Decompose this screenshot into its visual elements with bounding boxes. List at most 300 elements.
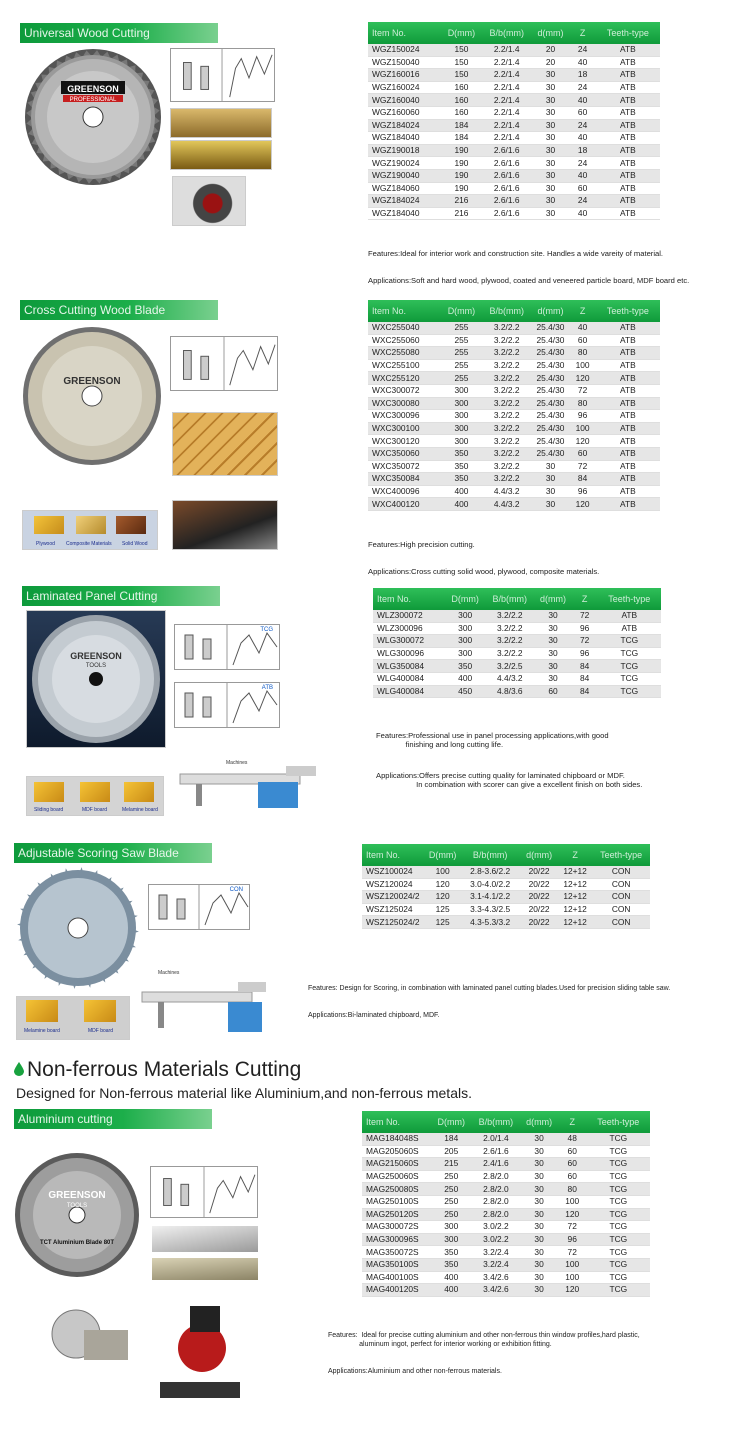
table-cell: 2.8/2.0 xyxy=(471,1208,520,1221)
table-cell: TCG xyxy=(587,1233,650,1246)
heading-subtitle: Designed for Non-ferrous material like Aluminium,and non-ferrous metals. xyxy=(16,1085,472,1101)
saw-blade-image-laminated xyxy=(30,613,162,745)
col-header: Z xyxy=(569,22,595,44)
table-cell: WLG400084 xyxy=(373,685,445,698)
table-cell: WGZ184024 xyxy=(368,195,441,208)
notes-scoring xyxy=(308,966,670,1029)
table-cell: ATB xyxy=(596,94,660,107)
table-cell: 12+12 xyxy=(558,916,593,929)
notes-aluminium xyxy=(328,1313,640,1385)
table-cell: 2.6/1.6 xyxy=(482,195,532,208)
table-cell: WGZ190040 xyxy=(368,169,441,182)
table-row xyxy=(373,622,661,635)
table-cell: 2.4/1.6 xyxy=(471,1158,520,1171)
table-cell: 3.0-4.0/2.2 xyxy=(460,878,520,891)
table-cell: 25.4/30 xyxy=(532,410,570,423)
table-row xyxy=(362,1258,650,1271)
table-row xyxy=(368,132,660,145)
table-cell: ATB xyxy=(596,397,660,410)
table-cell: 24 xyxy=(569,44,595,56)
table-row xyxy=(368,157,660,170)
table-cell: TCG xyxy=(587,1221,650,1234)
table-row xyxy=(368,94,660,107)
table-cell: 30 xyxy=(520,1145,557,1158)
table-cell: ATB xyxy=(596,435,660,448)
table-cell: 4.4/3.2 xyxy=(482,498,532,511)
table-row xyxy=(368,347,660,360)
table-row xyxy=(368,106,660,119)
table-cell: 160 xyxy=(441,106,482,119)
table-cell: WLG400084 xyxy=(373,672,445,685)
table-cell: WGZ184060 xyxy=(368,182,441,195)
material-icon-mdf-board xyxy=(84,1000,116,1022)
features-text: Features: Ideal for precise cutting aluminium and other non-ferrous thin window profiles,hard plastic, aluminum ingot, perfect for interior working or exhibition fitting. xyxy=(328,1332,640,1348)
table-cell: WXC400096 xyxy=(368,485,441,498)
saw-blade-image-universal xyxy=(24,48,162,186)
table-cell: WXC300100 xyxy=(368,422,441,435)
table-cell: MAG250120S xyxy=(362,1208,431,1221)
tooth-diagram-atb xyxy=(174,682,280,728)
table-cell: WXC350072 xyxy=(368,460,441,473)
table-cell: 25.4/30 xyxy=(532,422,570,435)
table-cell: 25.4/30 xyxy=(532,334,570,347)
table-cell: 300 xyxy=(441,422,482,435)
table-row xyxy=(373,635,661,648)
table-cell: TCG xyxy=(598,635,661,648)
table-cell: WXC255120 xyxy=(368,372,441,385)
table-cell: 300 xyxy=(445,622,485,635)
saw-blade-image-cross xyxy=(22,326,162,466)
table-cell: 255 xyxy=(441,347,482,360)
table-cell: WXC300072 xyxy=(368,384,441,397)
table-row xyxy=(362,1246,650,1259)
col-header: Z xyxy=(558,844,593,866)
table-row xyxy=(362,1195,650,1208)
table-cell: ATB xyxy=(596,132,660,145)
table-cell: ATB xyxy=(596,119,660,132)
miter-saw-photo xyxy=(150,1296,250,1406)
table-cell: 25.4/30 xyxy=(532,384,570,397)
table-row xyxy=(368,384,660,397)
table-cell: 4.8/3.6 xyxy=(485,685,534,698)
tooth-type-tag: TCG xyxy=(260,627,273,633)
table-row xyxy=(373,672,661,685)
table-cell: 30 xyxy=(520,1183,557,1196)
table-cell: WXC300080 xyxy=(368,397,441,410)
table-cell: 18 xyxy=(569,144,595,157)
table-cell: 215 xyxy=(431,1158,471,1171)
table-cell: 30 xyxy=(520,1271,557,1284)
table-cell: 30 xyxy=(532,473,570,486)
table-cell: 3.3-4.3/2.5 xyxy=(460,903,520,916)
table-cell: CON xyxy=(592,866,650,878)
tooth-type-tag: ATB xyxy=(261,685,273,691)
table-cell: WXC255100 xyxy=(368,359,441,372)
table-cell: WXC255060 xyxy=(368,334,441,347)
table-cell: WLG300072 xyxy=(373,635,445,648)
table-cell: 125 xyxy=(425,916,460,929)
table-row xyxy=(362,1284,650,1297)
table-cell: 60 xyxy=(569,106,595,119)
table-cell: 84 xyxy=(572,660,598,673)
table-cell: TCG xyxy=(587,1208,650,1221)
material-icon-mdf-board xyxy=(80,782,110,802)
table-cell: ATB xyxy=(598,610,661,622)
material-label: Plywood xyxy=(36,541,55,547)
tooth-diagram-tcg xyxy=(174,624,280,670)
table-cell: WSZ120024/2 xyxy=(362,891,425,904)
table-cell: WGZ160016 xyxy=(368,69,441,82)
section-title-universal-wood: Universal Wood Cutting xyxy=(20,23,218,43)
table-cell: 216 xyxy=(441,195,482,208)
table-cell: 72 xyxy=(569,384,595,397)
table-cell: WXC255080 xyxy=(368,347,441,360)
table-cell: 250 xyxy=(431,1170,471,1183)
table-cell: 255 xyxy=(441,359,482,372)
table-cell: 60 xyxy=(558,1170,587,1183)
section-title-cross-cutting: Cross Cutting Wood Blade xyxy=(20,300,218,320)
table-cell: 60 xyxy=(558,1158,587,1171)
table-cell: 300 xyxy=(445,635,485,648)
table-cell: 3.0/2.2 xyxy=(471,1233,520,1246)
col-header: d(mm) xyxy=(520,1111,557,1133)
table-row xyxy=(368,81,660,94)
table-cell: 3.2/2.2 xyxy=(482,397,532,410)
table-cell: 96 xyxy=(569,410,595,423)
table-cell: TCG xyxy=(587,1183,650,1196)
table-cell: 160 xyxy=(441,94,482,107)
table-header xyxy=(362,1111,650,1133)
table-cell: ATB xyxy=(596,207,660,220)
table-cell: 30 xyxy=(532,485,570,498)
table-cell: WSZ125024 xyxy=(362,903,425,916)
table-cell: 2.2/1.4 xyxy=(482,106,532,119)
table-cell: 2.6/1.6 xyxy=(482,157,532,170)
table-row xyxy=(368,195,660,208)
table-cell: 60 xyxy=(569,182,595,195)
applications-text: Applications:Offers precise cutting quality for laminated chipboard or MDF. In combination with scorer can give a excellent finish on both sides. xyxy=(376,771,643,789)
blade-line-text: TCT Aluminium Blade 80T xyxy=(39,1240,115,1246)
table-cell: 30 xyxy=(532,106,570,119)
notes-cross xyxy=(368,522,599,585)
table-cell: 24 xyxy=(569,157,595,170)
table-cell: 80 xyxy=(569,397,595,410)
notes-laminated xyxy=(376,713,642,798)
table-cell: 250 xyxy=(431,1208,471,1221)
table-cell: 30 xyxy=(534,635,571,648)
table-cell: 2.2/1.4 xyxy=(482,69,532,82)
table-cell: ATB xyxy=(596,372,660,385)
col-header: Item No. xyxy=(362,844,425,866)
table-row xyxy=(368,460,660,473)
table-cell: ATB xyxy=(596,473,660,486)
table-cell: 2.8/2.0 xyxy=(471,1195,520,1208)
table-cell: 20/22 xyxy=(520,878,557,891)
table-cell: 300 xyxy=(441,384,482,397)
table-cell: MAG350100S xyxy=(362,1258,431,1271)
table-cell: 3.2/2.2 xyxy=(482,334,532,347)
table-cell: 84 xyxy=(572,672,598,685)
table-row xyxy=(373,660,661,673)
table-cell: 300 xyxy=(441,397,482,410)
table-cell: 30 xyxy=(532,69,570,82)
table-cell: 100 xyxy=(569,422,595,435)
table-cell: 184 xyxy=(441,132,482,145)
table-cell: 2.6/1.6 xyxy=(482,207,532,220)
table-cell: WGZ184040 xyxy=(368,207,441,220)
table-cell: 30 xyxy=(520,1133,557,1145)
table-cell: WGZ184024 xyxy=(368,119,441,132)
panel-saw-machine-image xyxy=(176,762,322,810)
table-row xyxy=(362,1221,650,1234)
table-cell: 350 xyxy=(431,1258,471,1271)
table-cell: 30 xyxy=(534,660,571,673)
table-cell: 40 xyxy=(569,56,595,69)
table-cell: TCG xyxy=(587,1145,650,1158)
col-header: D(mm) xyxy=(445,588,485,610)
table-cell: 120 xyxy=(425,891,460,904)
table-cell: TCG xyxy=(587,1158,650,1171)
table-cell: TCG xyxy=(587,1133,650,1145)
table-cell: 400 xyxy=(441,498,482,511)
table-row xyxy=(362,903,650,916)
table-cell: MAG184048S xyxy=(362,1133,431,1145)
table-cell: 30 xyxy=(520,1284,557,1297)
table-cell: ATB xyxy=(596,69,660,82)
table-cell: 40 xyxy=(569,132,595,145)
table-cell: 30 xyxy=(534,672,571,685)
table-cell: 3.2/2.2 xyxy=(482,384,532,397)
table-cell: WXC350084 xyxy=(368,473,441,486)
material-icon-solid-wood xyxy=(116,516,146,534)
table-cell: 30 xyxy=(532,460,570,473)
col-header: Item No. xyxy=(368,22,441,44)
table-cell: 24 xyxy=(569,81,595,94)
table-cell: WXC350060 xyxy=(368,447,441,460)
table-cell: ATB xyxy=(596,144,660,157)
table-cell: 84 xyxy=(572,685,598,698)
table-row xyxy=(362,1183,650,1196)
table-cell: WLZ300096 xyxy=(373,622,445,635)
applications-text: Applications:Cross cutting solid wood, plywood, composite materials. xyxy=(368,567,600,576)
tooth-type-tag: CON xyxy=(229,887,243,893)
table-cell: 2.2/1.4 xyxy=(482,132,532,145)
table-row xyxy=(368,485,660,498)
table-cell: 30 xyxy=(520,1170,557,1183)
table-cell: ATB xyxy=(598,622,661,635)
table-cell: 255 xyxy=(441,322,482,334)
table-cell: TCG xyxy=(587,1170,650,1183)
table-cell: WLG300096 xyxy=(373,647,445,660)
table-cell: 3.2/2.4 xyxy=(471,1258,520,1271)
table-cell: 30 xyxy=(520,1208,557,1221)
wood-board-photo xyxy=(170,108,272,138)
table-cell: ATB xyxy=(596,81,660,94)
table-cell: 12+12 xyxy=(558,891,593,904)
table-cell: 48 xyxy=(558,1133,587,1145)
table-cell: 30 xyxy=(520,1221,557,1234)
table-cell: 30 xyxy=(532,195,570,208)
table-cell: 125 xyxy=(425,903,460,916)
table-cell: 2.6/1.6 xyxy=(482,144,532,157)
table-cell: 3.2/2.4 xyxy=(471,1246,520,1259)
table-cell: ATB xyxy=(596,485,660,498)
col-header: d(mm) xyxy=(520,844,557,866)
col-header: D(mm) xyxy=(425,844,460,866)
spec-table-laminated xyxy=(373,588,661,698)
table-row xyxy=(362,878,650,891)
heading-title: Non-ferrous Materials Cutting xyxy=(27,1058,302,1081)
table-cell: 2.6/1.6 xyxy=(471,1145,520,1158)
table-cell: 3.2/2.2 xyxy=(482,422,532,435)
table-row xyxy=(368,322,660,334)
table-cell: 30 xyxy=(520,1258,557,1271)
table-row xyxy=(362,1233,650,1246)
table-cell: 150 xyxy=(441,69,482,82)
table-cell: 30 xyxy=(534,622,571,635)
table-cell: 2.2/1.4 xyxy=(482,119,532,132)
table-row xyxy=(368,359,660,372)
col-header: B/b(mm) xyxy=(460,844,520,866)
table-cell: 96 xyxy=(558,1233,587,1246)
table-cell: 100 xyxy=(425,866,460,878)
table-cell: 120 xyxy=(558,1284,587,1297)
table-row xyxy=(368,410,660,423)
table-cell: 2.2/1.4 xyxy=(482,94,532,107)
material-icon-composite xyxy=(76,516,106,534)
table-cell: 3.2/2.2 xyxy=(485,622,534,635)
table-cell: 25.4/30 xyxy=(532,359,570,372)
table-cell: 30 xyxy=(532,119,570,132)
col-header: Teeth-type xyxy=(587,1111,650,1133)
circular-saw-photo xyxy=(172,176,246,226)
table-cell: 60 xyxy=(569,447,595,460)
table-cell: 30 xyxy=(532,498,570,511)
table-cell: 20 xyxy=(532,44,570,56)
table-cell: ATB xyxy=(596,384,660,397)
table-cell: 300 xyxy=(445,647,485,660)
table-row xyxy=(362,1208,650,1221)
table-cell: WGZ160060 xyxy=(368,106,441,119)
table-cell: ATB xyxy=(596,498,660,511)
table-row xyxy=(362,866,650,878)
table-cell: 2.2/1.4 xyxy=(482,44,532,56)
table-row xyxy=(368,397,660,410)
table-row xyxy=(368,69,660,82)
table-cell: 30 xyxy=(532,144,570,157)
table-cell: ATB xyxy=(596,106,660,119)
col-header: B/b(mm) xyxy=(482,300,532,322)
features-text: Features:High precision cutting. xyxy=(368,540,475,549)
table-cell: 250 xyxy=(431,1195,471,1208)
table-header xyxy=(362,844,650,866)
table-cell: ATB xyxy=(596,195,660,208)
material-label: Composite Materials xyxy=(66,541,112,547)
table-cell: 400 xyxy=(431,1271,471,1284)
col-header: Teeth-type xyxy=(596,300,660,322)
section-title-laminated: Laminated Panel Cutting xyxy=(22,586,220,606)
table-cell: 25.4/30 xyxy=(532,372,570,385)
blade-sub-text: TOOLS xyxy=(85,663,107,669)
table-cell: 190 xyxy=(441,169,482,182)
table-cell: 160 xyxy=(441,81,482,94)
table-cell: WSZ125024/2 xyxy=(362,916,425,929)
table-cell: MAG215060S xyxy=(362,1158,431,1171)
table-cell: 60 xyxy=(534,685,571,698)
applications-text: Applications:Bi-laminated chipboard, MDF. xyxy=(308,1012,440,1019)
table-cell: ATB xyxy=(596,460,660,473)
table-cell: 20/22 xyxy=(520,903,557,916)
table-cell: WGZ160040 xyxy=(368,94,441,107)
table-cell: MAG350072S xyxy=(362,1246,431,1259)
table-cell: ATB xyxy=(596,334,660,347)
features-text: Features:Professional use in panel processing applications,with good finishing and long cutting life. xyxy=(376,731,609,749)
machine-label: Machines xyxy=(158,970,180,976)
table-cell: 120 xyxy=(569,498,595,511)
table-cell: 30 xyxy=(520,1246,557,1259)
table-cell: ATB xyxy=(596,169,660,182)
table-cell: 3.2/2.2 xyxy=(485,610,534,622)
col-header: D(mm) xyxy=(431,1111,471,1133)
table-cell: 12+12 xyxy=(558,903,593,916)
table-cell: ATB xyxy=(596,44,660,56)
table-cell: 2.6/1.6 xyxy=(482,182,532,195)
table-cell: 2.8-3.6/2.2 xyxy=(460,866,520,878)
table-cell: 25.4/30 xyxy=(532,347,570,360)
table-cell: 25.4/30 xyxy=(532,447,570,460)
table-cell: 30 xyxy=(534,610,571,622)
features-text: Features: Design for Scoring, in combination with laminated panel cutting blades.Used for precision sliding table saw. xyxy=(308,985,671,992)
table-cell: WGZ150040 xyxy=(368,56,441,69)
table-cell: 24 xyxy=(569,119,595,132)
material-icon-melamine-board xyxy=(124,782,154,802)
tooth-diagram-cross xyxy=(170,336,278,391)
table-cell: 400 xyxy=(441,485,482,498)
table-cell: 72 xyxy=(569,460,595,473)
blade-brand-text: GREENSON xyxy=(70,651,122,661)
table-cell: 30 xyxy=(534,647,571,660)
table-cell: WXC300120 xyxy=(368,435,441,448)
lumber-stack-photo xyxy=(172,412,278,476)
table-row xyxy=(362,1133,650,1145)
table-cell: 100 xyxy=(569,359,595,372)
aluminium-cutting-photo xyxy=(40,1304,132,1368)
table-cell: 3.2/2.5 xyxy=(485,660,534,673)
table-cell: 30 xyxy=(520,1195,557,1208)
aluminium-bar-photo xyxy=(152,1258,258,1280)
table-cell: WGZ150024 xyxy=(368,44,441,56)
table-cell: 30 xyxy=(532,132,570,145)
table-cell: 300 xyxy=(441,410,482,423)
notes-universal xyxy=(368,231,689,294)
col-header: D(mm) xyxy=(441,300,482,322)
table-cell: TCG xyxy=(587,1271,650,1284)
table-cell: 3.2/2.2 xyxy=(482,473,532,486)
table-cell: 120 xyxy=(425,878,460,891)
table-cell: 3.2/2.2 xyxy=(482,359,532,372)
table-cell: ATB xyxy=(596,447,660,460)
table-cell: WSZ100024 xyxy=(362,866,425,878)
table-cell: 120 xyxy=(569,435,595,448)
table-row xyxy=(362,916,650,929)
table-cell: 40 xyxy=(569,322,595,334)
table-row xyxy=(368,422,660,435)
table-cell: 190 xyxy=(441,182,482,195)
table-cell: 3.2/2.2 xyxy=(482,460,532,473)
saw-blade-image-scoring xyxy=(16,866,140,990)
table-cell: 100 xyxy=(558,1195,587,1208)
table-cell: 184 xyxy=(431,1133,471,1145)
